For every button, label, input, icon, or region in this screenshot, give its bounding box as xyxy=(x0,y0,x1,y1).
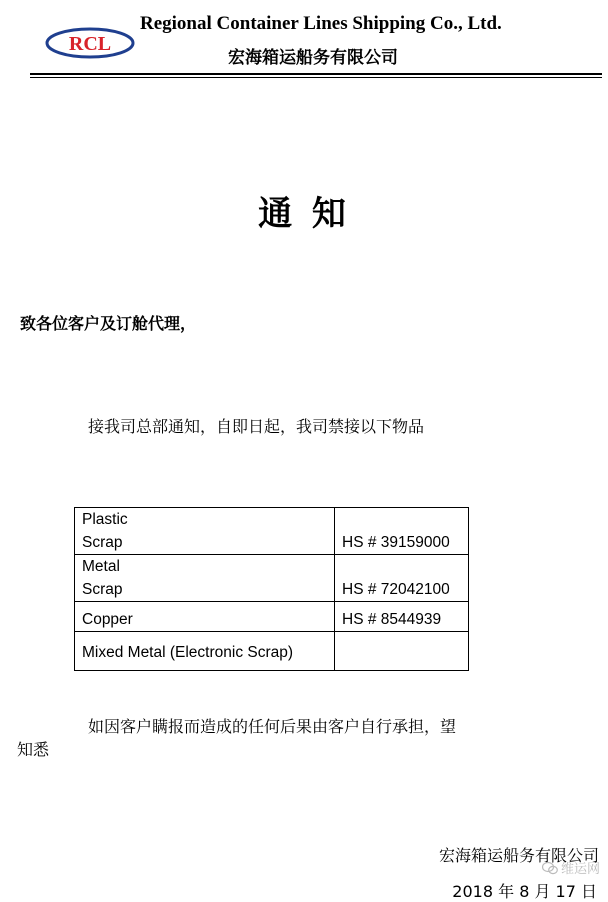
company-name-cn: 宏海箱运船务有限公司 xyxy=(228,48,398,68)
logo-text: RCL xyxy=(68,33,112,55)
hs-code-cell: HS # 8544939 xyxy=(335,602,469,632)
signature-date: 2018 年 8 月 17 日 xyxy=(452,882,597,901)
hs-code-cell xyxy=(335,632,469,671)
table-row xyxy=(75,632,469,671)
hs-code-cell: HS # 39159000 xyxy=(335,508,469,555)
item-name-cell xyxy=(75,508,335,555)
closing-text-continued: 知悉 xyxy=(17,740,50,759)
item-name-line: Scrap xyxy=(82,581,123,598)
wechat-icon xyxy=(542,861,558,875)
item-name-line: Mixed Metal (Electronic Scrap) xyxy=(82,643,294,661)
table-row xyxy=(75,602,469,632)
item-name-line: Copper xyxy=(82,611,133,628)
item-name-cell xyxy=(75,555,335,602)
salutation: 致各位客户及订舱代理， xyxy=(20,314,197,333)
prohibited-items-table xyxy=(74,507,469,671)
item-name-line: Metal xyxy=(82,558,120,575)
item-name-cell xyxy=(75,632,335,671)
notice-title: 通 知 xyxy=(258,194,350,234)
intro-paragraph: 接我司总部通知，自即日起，我司禁接以下物品 xyxy=(88,417,425,436)
watermark xyxy=(542,858,600,877)
signature-company: 宏海箱运船务有限公司 xyxy=(438,846,599,865)
item-name-line: Plastic xyxy=(82,511,128,528)
item-name-line: Scrap xyxy=(82,534,123,551)
item-name-cell xyxy=(75,602,335,632)
header-divider xyxy=(30,73,602,78)
company-name-en: Regional Container Lines Shipping Co., Ltd. xyxy=(140,13,502,34)
watermark-text: 维运网 xyxy=(560,862,600,877)
table-row xyxy=(75,508,469,555)
hs-code-cell: HS # 72042100 xyxy=(335,555,469,602)
closing-text: 如因客户瞒报而造成的任何后果由客户自行承担，望 xyxy=(88,717,457,736)
rcl-logo xyxy=(45,27,135,59)
table-row xyxy=(75,555,469,602)
